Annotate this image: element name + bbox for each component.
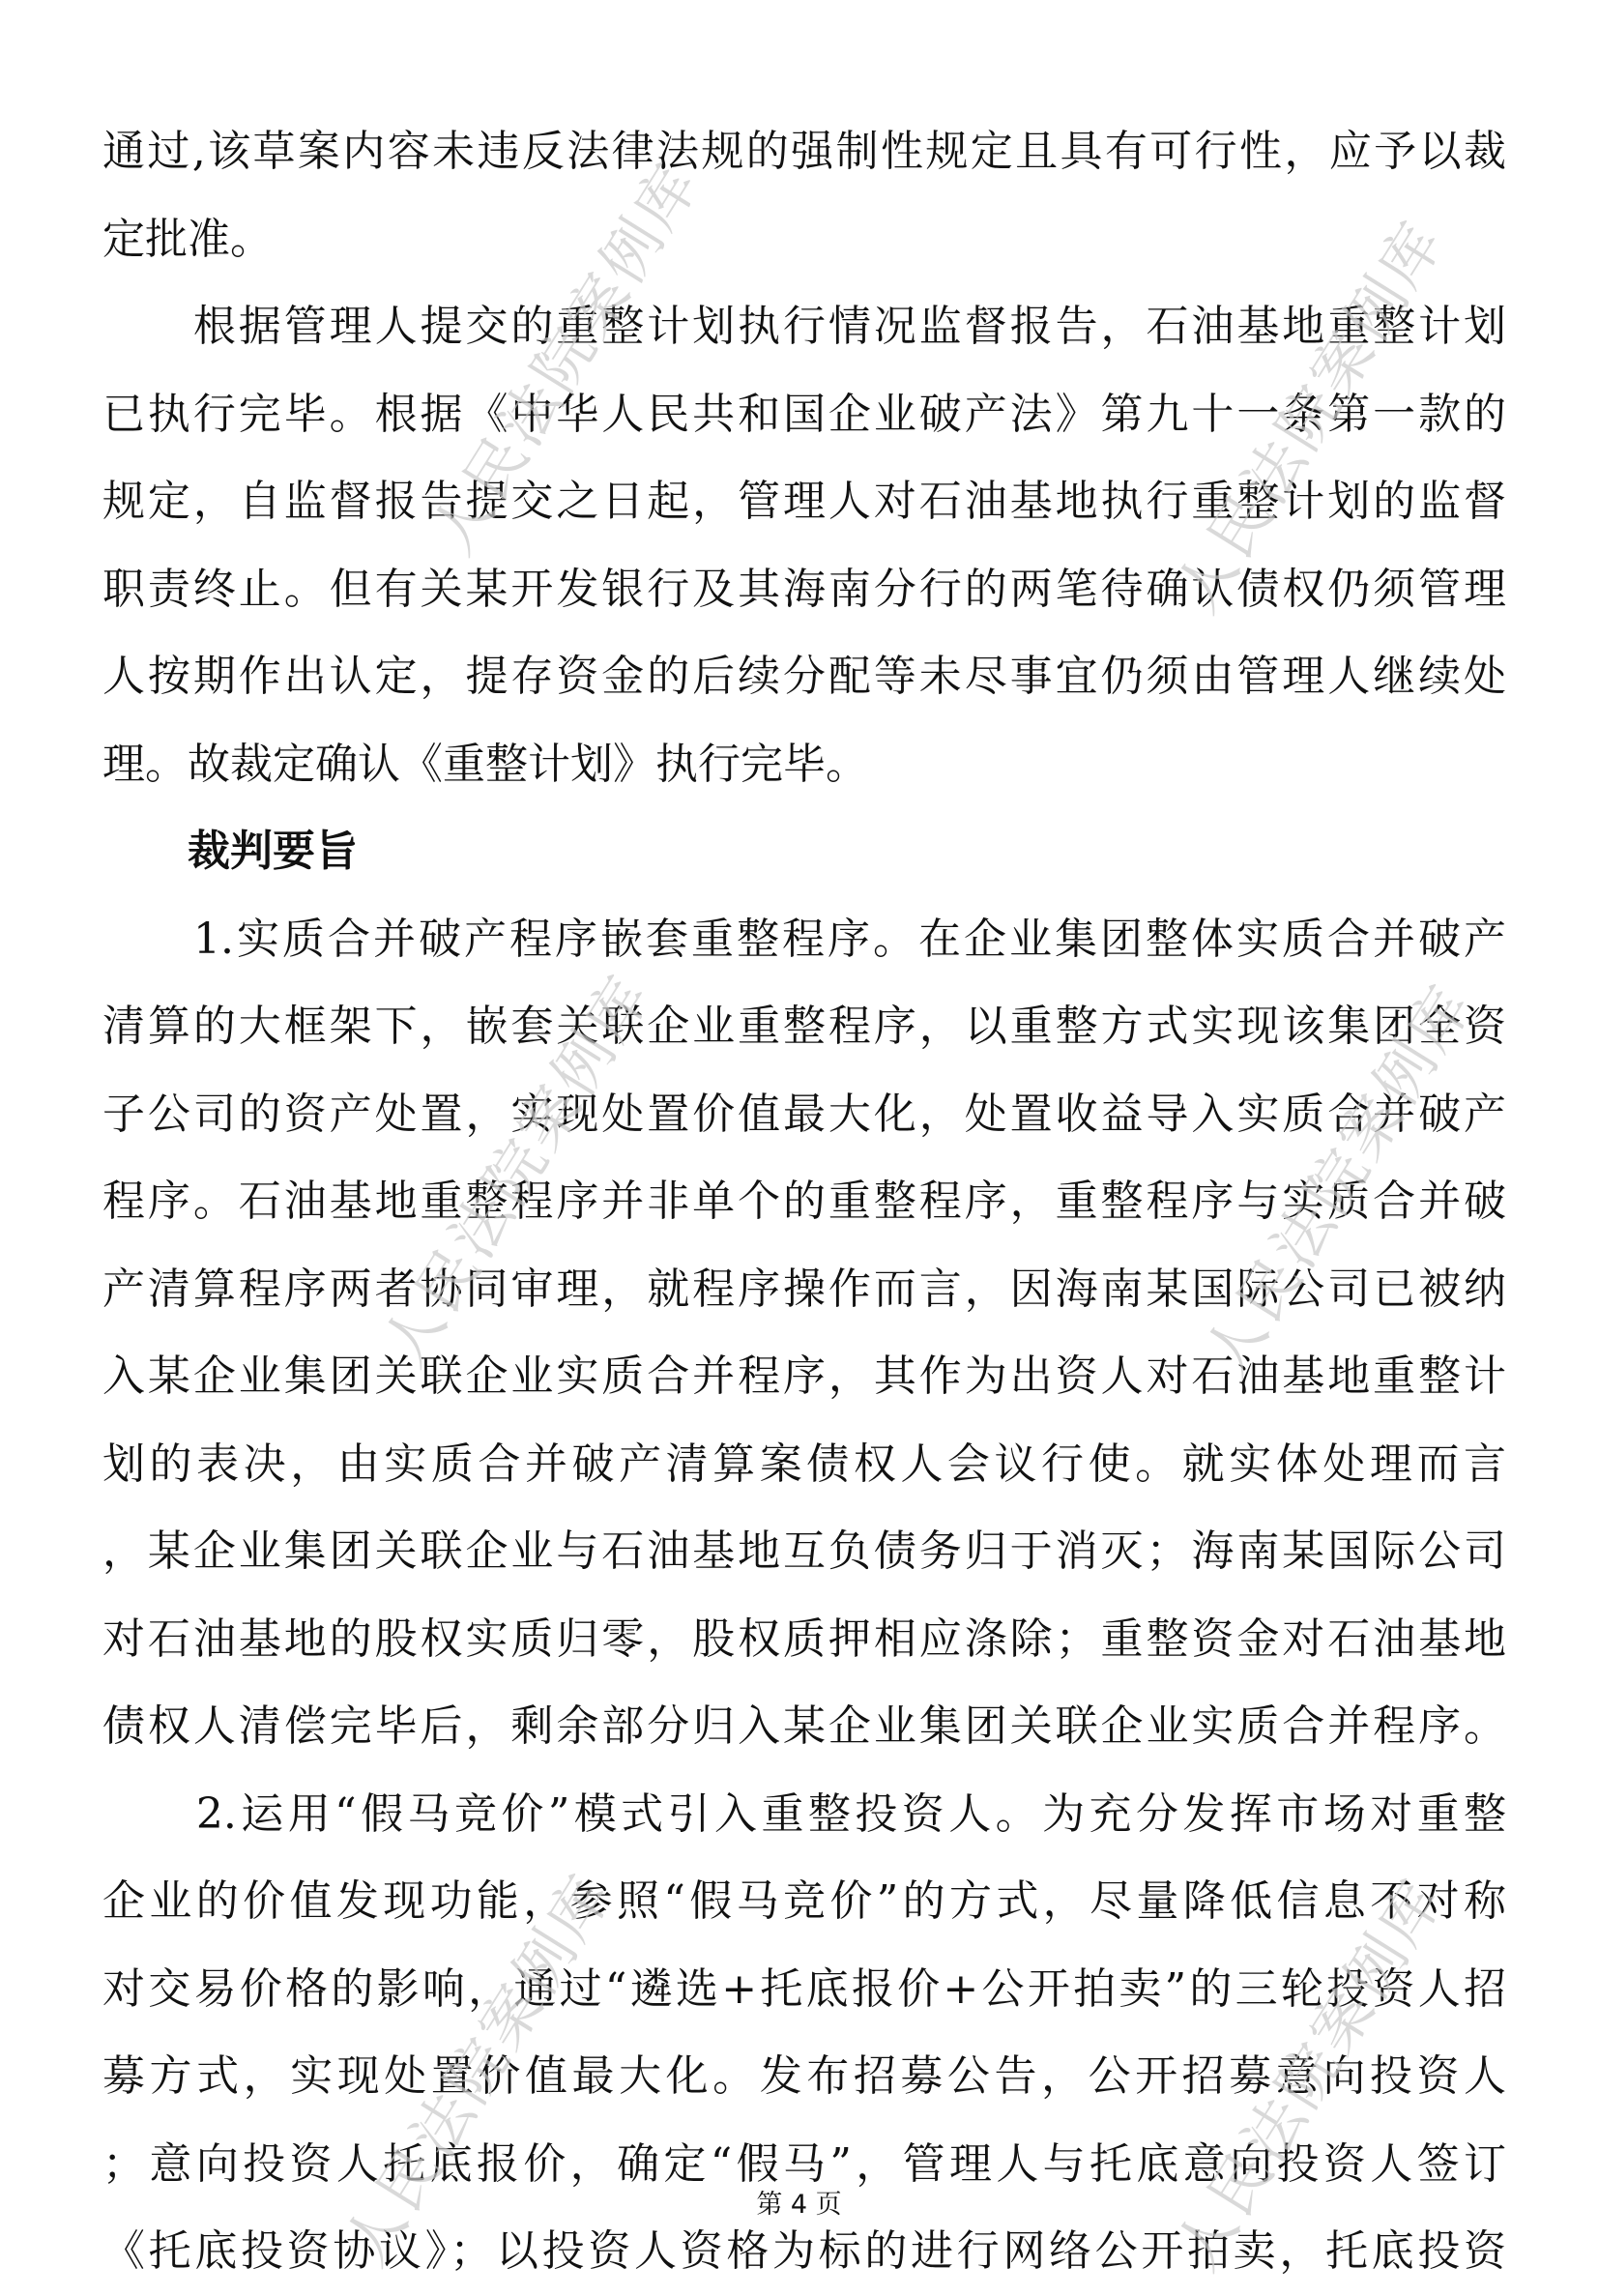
body-text-line: 程序。石油基地重整程序并非单个的重整程序，重整程序与实质合并破 — [102, 1177, 1506, 1226]
body-text-line: ，某企业集团关联企业与石油基地互负债务归于消灭；海南某国际公司 — [102, 1526, 1506, 1576]
body-text-line: 根据管理人提交的重整计划执行情况监督报告，石油基地重整计划 — [102, 302, 1506, 351]
body-text-line: 对石油基地的股权实质归零，股权质押相应涤除；重整资金对石油基地 — [102, 1613, 1506, 1664]
body-text-line: 子公司的资产处置，实现处置价值最大化，处置收益导入实质合并破产 — [102, 1089, 1506, 1139]
document-body — [102, 108, 1506, 2296]
body-text-line: 募方式，实现处置价值最大化。发布招募公告，公开招募意向投资人 — [102, 2051, 1506, 2101]
body-text-line: 对交易价格的影响，通过“遴选+托底报价+公开拍卖”的三轮投资人招 — [102, 1963, 1506, 2014]
body-text-line: 债权人清偿完毕后，剩余部分归入某企业集团关联企业实质合并程序。 — [102, 1701, 1506, 1751]
watermark-right-middle: 人民法院案例库 — [1190, 972, 1487, 1388]
body-text-line: 清算的大框架下，嵌套关联企业重整程序，以重整方式实现该集团全资 — [102, 1002, 1506, 1051]
body-text-line: 入某企业集团关联企业实质合并程序，其作为出资人对石油基地重整计 — [102, 1351, 1506, 1401]
watermark-right-top: 人民法院案例库 — [1161, 208, 1458, 625]
body-text-line: 职责终止。但有关某开发银行及其海南分行的两笔待确认债权仍须管理 — [102, 564, 1506, 614]
section-heading: 裁判要旨 — [188, 827, 358, 876]
body-text-line: 《托底投资协议》；以投资人资格为标的进行网络公开拍卖，托底投资 — [102, 2226, 1506, 2276]
page-number: 第 4 页 — [756, 2190, 842, 2220]
body-text-line: 1.实质合并破产程序嵌套重整程序。在企业集团整体实质合并破产 — [102, 914, 1506, 964]
body-text-line: 规定，自监督报告提交之日起，管理人对石油基地执行重整计划的监督 — [102, 477, 1506, 526]
body-text-line: 已执行完毕。根据《中华人民共和国企业破产法》第九十一条第一款的 — [102, 389, 1506, 439]
watermark-right-bottom: 人民法院案例库 — [1161, 1866, 1458, 2282]
body-text-line: 通过,该草案内容未违反法律法规的强制性规定且具有可行性，应予以裁 — [102, 127, 1506, 176]
body-text-line: 企业的价值发现功能，参照“假马竞价”的方式，尽量降低信息不对称 — [102, 1876, 1506, 1926]
body-text-line: 产清算程序两者协同审理，就程序操作而言，因海南某国际公司已被纳 — [102, 1264, 1506, 1314]
watermark-left-middle: 人民法院案例库 — [368, 962, 665, 1379]
body-text-line: 定批准。 — [102, 214, 273, 264]
watermark-left-top: 人民法院案例库 — [417, 150, 713, 567]
watermark-left-bottom: 人民法院案例库 — [330, 1861, 626, 2278]
body-text-line: 理。故裁定确认《重整计划》执行完毕。 — [102, 739, 868, 789]
body-text-line: 人按期作出认定，提存资金的后续分配等未尽事宜仍须由管理人继续处 — [102, 652, 1506, 701]
body-text-line: ；意向投资人托底报价，确定“假马”，管理人与托底意向投资人签订 — [102, 2138, 1506, 2189]
body-text-line: 划的表决，由实质合并破产清算案债权人会议行使。就实体处理而言 — [102, 1439, 1506, 1489]
body-text-line: 2.运用“假马竞价”模式引入重整投资人。为充分发挥市场对重整 — [102, 1788, 1506, 1839]
